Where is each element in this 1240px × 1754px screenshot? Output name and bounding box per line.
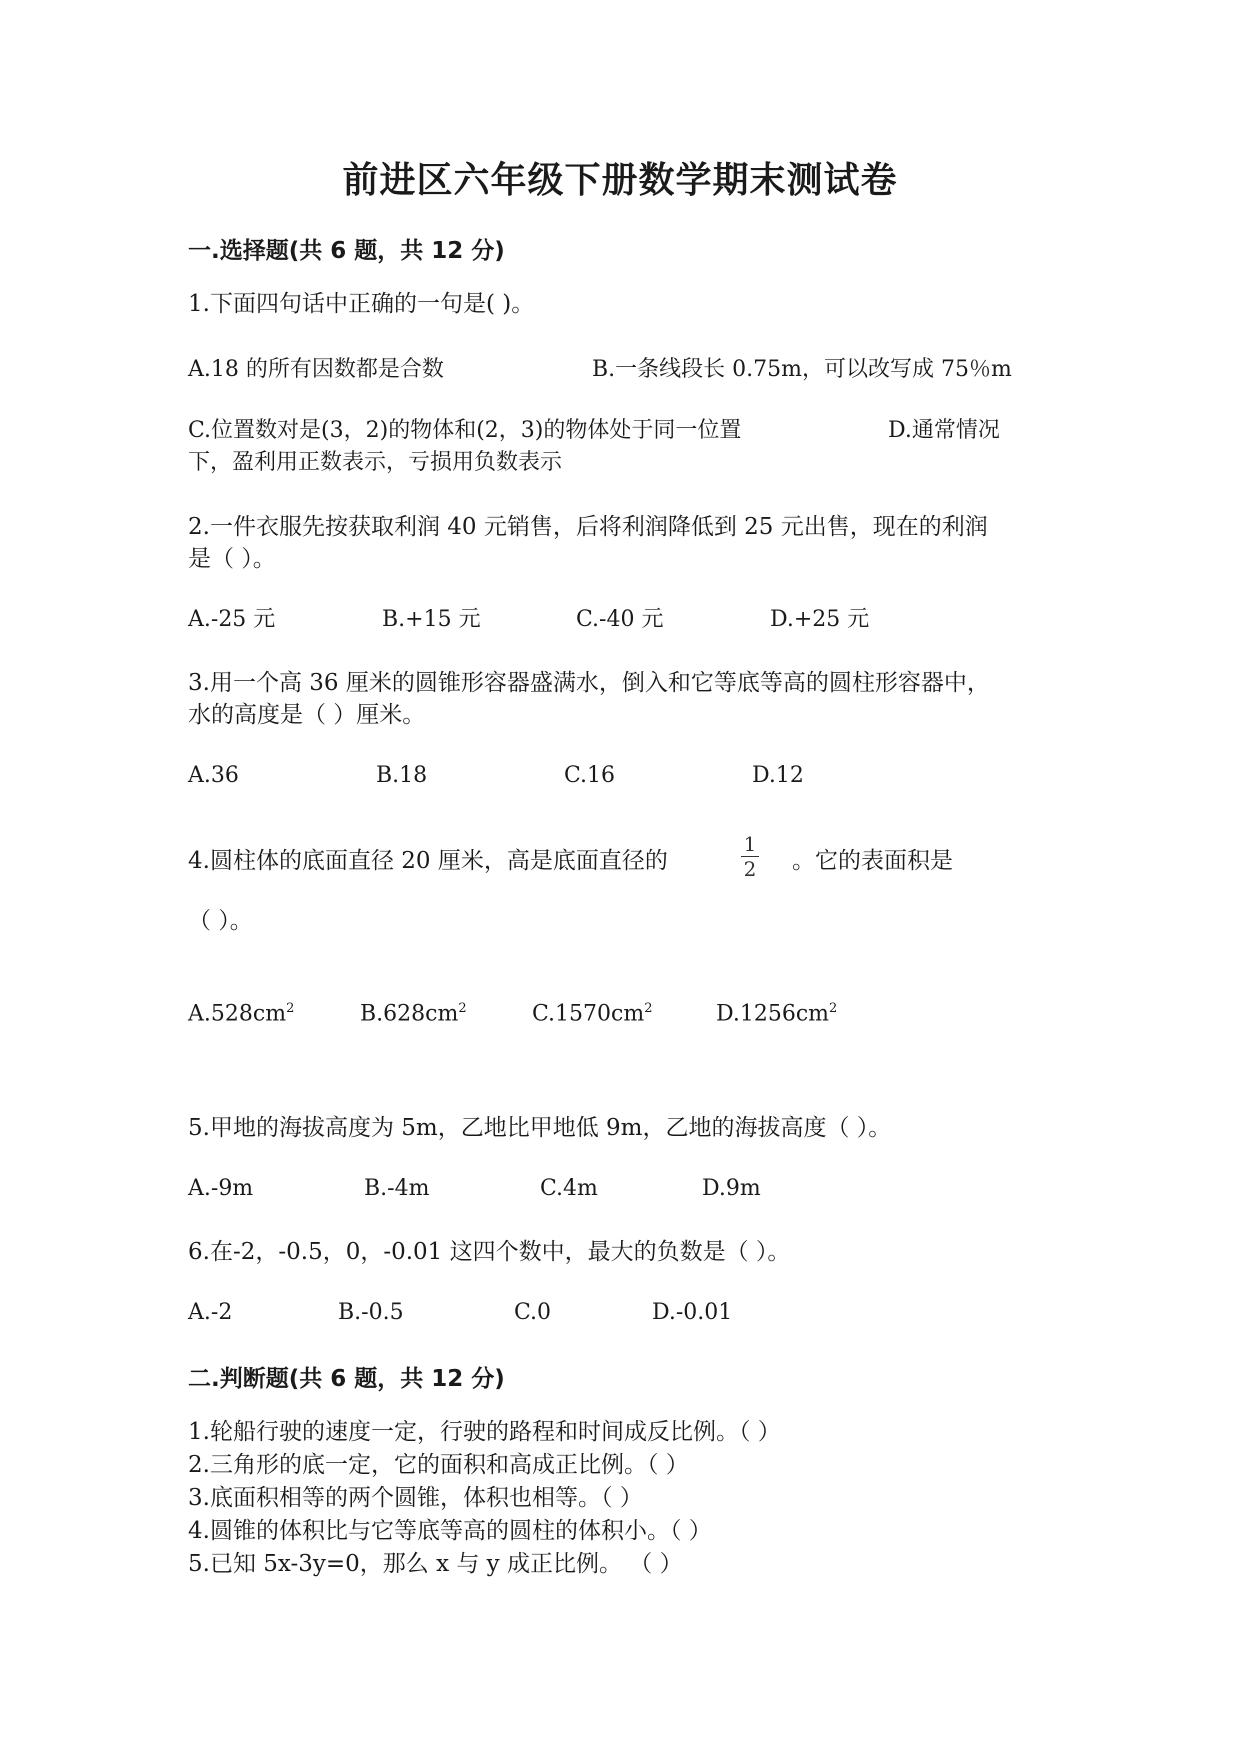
question-2-stem-cont: 是（ ）。 [188,546,276,572]
question-2-stem: 2.一件衣服先按获取利润 40 元销售，后将利润降低到 25 元出售，现在的利润 [188,514,988,540]
question-5-option-b: B.-4m [364,1176,430,1201]
question-4-stem-after: 。它的表面积是 [792,848,953,874]
question-2-option-c: C.-40 元 [576,607,664,632]
question-6-option-c: C.0 [514,1300,552,1325]
question-2-option-d: D.+25 元 [770,607,870,632]
question-6-option-b: B.-0.5 [338,1300,404,1325]
question-6-stem: 6.在-2，-0.5，0，-0.01 这四个数中，最大的负数是（ ）。 [188,1239,791,1265]
question-2-option-b: B.+15 元 [382,607,481,632]
tf-question-1: 1.轮船行驶的速度一定，行驶的路程和时间成反比例。（ ） [188,1419,781,1445]
question-4-stem: 4.圆柱体的底面直径 20 厘米，高是底面直径的 [188,848,668,874]
question-5-option-d: D.9m [702,1176,761,1201]
question-1-option-a: A.18 的所有因数都是合数 [188,357,444,382]
question-5-stem: 5.甲地的海拔高度为 5m，乙地比甲地低 9m，乙地的海拔高度（ ）。 [188,1115,892,1141]
question-5-option-a: A.-9m [188,1176,254,1201]
question-3-option-d: D.12 [752,763,804,788]
question-1-option-d-cont: 下，盈利用正数表示，亏损用负数表示 [188,450,563,475]
page-title: 前进区六年级下册数学期末测试卷 [342,159,898,201]
tf-question-4: 4.圆锥的体积比与它等底等高的圆柱的体积小。（ ） [188,1518,712,1544]
question-4-stem-cont: （ ）。 [188,908,253,934]
section-heading-true-false: 二.判断题(共 6 题，共 12 分) [188,1366,505,1392]
question-5-option-c: C.4m [540,1176,598,1201]
question-1-option-b: B.一条线段长 0.75m，可以改写成 75％m [592,357,1012,382]
question-1-stem: 1.下面四句话中正确的一句是( )。 [188,291,535,317]
fraction-one-half [738,833,762,880]
fraction-denominator: 2 [743,857,757,881]
question-3-stem-cont: 水的高度是（ ）厘米。 [188,702,426,728]
tf-question-5: 5.已知 5x-3y=0，那么 x 与 y 成正比例。 （ ） [188,1551,683,1577]
question-3-stem: 3.用一个高 36 厘米的圆锥形容器盛满水，倒入和它等底等高的圆柱形容器中， [188,670,990,696]
question-2-option-a: A.-25 元 [188,607,276,632]
tf-question-2: 2.三角形的底一定，它的面积和高成正比例。（ ） [188,1452,689,1478]
question-3-option-c: C.16 [564,763,616,788]
question-4-option-b: $B.628cm^2$ [360,1001,467,1027]
section-heading-choice: 一.选择题(共 6 题，共 12 分) [188,238,505,264]
question-4-option-d: $D.1256cm^2$ [716,1001,838,1027]
question-3-option-b: B.18 [376,763,428,788]
question-6-option-d: D.-0.01 [652,1300,733,1325]
fraction-numerator: 1 [743,832,757,856]
question-4-option-c: $C.1570cm^2$ [532,1001,653,1027]
question-4-option-a: $A.528cm^2$ [188,1001,295,1027]
question-6-option-a: A.-2 [188,1300,233,1325]
question-1-option-d: D.通常情况 [888,418,1000,443]
tf-question-3: 3.底面积相等的两个圆锥，体积也相等。（ ） [188,1485,643,1511]
question-1-option-c: C.位置数对是(3，2)的物体和(2，3)的物体处于同一位置 [188,418,742,443]
question-3-option-a: A.36 [188,763,239,788]
